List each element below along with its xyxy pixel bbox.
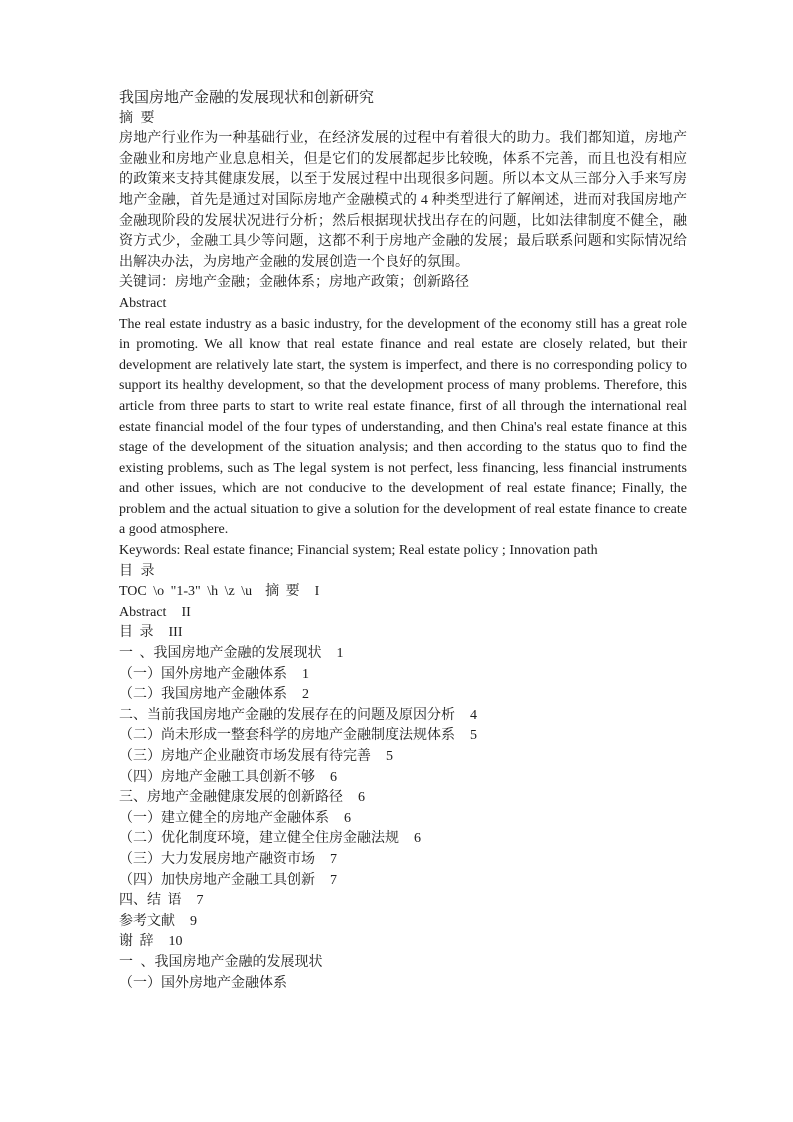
toc-entry <box>119 768 687 789</box>
toc-entry-label: （一）建立健全的房地产金融体系 <box>119 810 329 826</box>
toc-entry-page-number: 1 <box>302 666 309 682</box>
toc-entry-page-number: 1 <box>336 646 344 662</box>
toc-entry-page-number: 2 <box>302 687 309 703</box>
toc-entry-label: （二）优化制度环境，建立健全住房金融法规 <box>119 831 399 847</box>
section-one-subheading: （一）国外房地产金融体系 <box>119 975 287 991</box>
document-title: 我国房地产金融的发展现状和创新研究 <box>119 90 375 106</box>
toc-entry <box>119 747 687 768</box>
toc-entry-label: （四）房地产金融工具创新不够 <box>119 769 315 785</box>
toc-entry-page-number: 5 <box>470 728 477 744</box>
abstract-cn-heading: 摘 要 <box>119 110 155 126</box>
toc-entry-label: （二）尚未形成一整套科学的房地产金融制度法规体系 <box>119 728 455 744</box>
toc-entry-page-number: 7 <box>330 851 337 867</box>
toc-entry-page-number: 10 <box>168 934 183 950</box>
toc-entry <box>119 644 687 665</box>
toc-entry-label: 三、房地产金融健康发展的创新路径 <box>119 790 343 806</box>
toc-entry <box>119 829 687 850</box>
toc-entry <box>119 726 687 747</box>
toc-entry-page-number: III <box>168 625 183 641</box>
toc-entry-page-number: 7 <box>196 893 204 909</box>
toc-entry-page-number: 6 <box>344 810 351 826</box>
toc-entry-page-number: 4 <box>470 707 477 723</box>
document-content <box>119 88 687 994</box>
toc-entry-label: 一 、我国房地产金融的发展现状 <box>119 646 322 662</box>
toc-entry-label: 参考文献 <box>119 913 175 929</box>
abstract-en-body: The real estate industry as a basic industry, for the development of the economy still has a great role in promoting. We all know that real estate finance and real estate are closely related, but their development are relatively late start, the system is imperfect, and there is no corresponding policy to support its healthy development, so that the development process of many problems. Therefore, this article from three parts to start to write real estate finance, first of all through the international real estate financial model of the four types of understanding, and then China's real estate finance at this stage of the development of the situation analysis; and then according to the status quo to find the existing problems, such as The legal system is not perfect, less financing, less financial instruments and other issues, which are not conducive to the development of real estate finance; Finally, the problem and the actual situation to give a solution for the development of real estate finance to create a good atmosphere. <box>119 316 687 538</box>
toc-entry <box>119 871 687 892</box>
toc-entry-label: （三）房地产企业融资市场发展有待完善 <box>119 749 371 764</box>
toc-entry-page-number: 9 <box>190 913 197 929</box>
toc-entry-page-number: 6 <box>358 790 365 806</box>
toc-entry-label: 谢 辞 <box>119 934 154 950</box>
toc-entry-label: TOC \o "1-3" \h \z \u 摘 要 <box>119 584 300 600</box>
section-one-heading: 一 、我国房地产金融的发展现状 <box>119 954 323 970</box>
toc-entry-label: （四）加快房地产金融工具创新 <box>119 872 315 888</box>
toc-entry <box>119 912 687 933</box>
toc-entry-label: （三）大力发展房地产融资市场 <box>119 851 315 867</box>
toc-entry-label: 目 录 <box>119 625 154 641</box>
abstract-cn-body: 房地产行业作为一种基础行业，在经济发展的过程中有着很大的助力。我们都知道，房地产金融业和房地产业息息相关，但是它们的发展都起步比较晚，体系不完善，而且也没有相应的政策来支持其健康发展，以至于发展过程中出现很多问题。所以本文从三部分入手来写房地产金融，首先是通过对国际房地产金融模式的 4 种类型进行了解阐述，进而对我国房地产金融现阶段的发展状况进行分析；然后根据现状找出存在的问题，比如法律制度不健全，融资方式少，金融工具少等问题，这都不利于房地产金融的发展；最后联系问题和实际情况给出解决办法，为房地产金融的发展创造一个良好的氛围。 <box>119 131 687 270</box>
toc-entry-page-number: II <box>181 604 191 620</box>
toc-entry-page-number: I <box>314 584 320 600</box>
toc-entry-label: （一）国外房地产金融体系 <box>119 666 287 682</box>
toc-entry-label: 四、结 语 <box>119 893 182 909</box>
toc-entry <box>119 603 687 624</box>
toc-heading: 目 录 <box>119 563 155 579</box>
toc-entry-label: 二、当前我国房地产金融的发展存在的问题及原因分析 <box>119 707 455 723</box>
toc-entry-page-number: 6 <box>414 831 421 847</box>
toc-entry <box>119 809 687 830</box>
toc-entry <box>119 685 687 706</box>
keywords-cn-line: 关键词：房地产金融；金融体系；房地产政策；创新路径 <box>119 275 469 291</box>
keywords-en-line: Keywords: Real estate finance; Financial system; Real estate policy ; Innovation path <box>119 543 598 559</box>
toc-entry <box>119 623 687 644</box>
toc-entry <box>119 665 687 686</box>
toc-entry-label: （二）我国房地产金融体系 <box>119 687 287 703</box>
toc-entry <box>119 891 687 912</box>
toc-entry-label: Abstract <box>119 604 167 620</box>
toc-entry <box>119 706 687 727</box>
toc-entry <box>119 932 687 953</box>
toc-entry <box>119 788 687 809</box>
toc-entry <box>119 582 687 603</box>
toc-entry <box>119 850 687 871</box>
toc-entry-page-number: 5 <box>386 749 393 764</box>
toc-entry-page-number: 7 <box>330 872 337 888</box>
toc-list <box>119 582 687 953</box>
abstract-en-heading: Abstract <box>119 295 167 311</box>
toc-entry-page-number: 6 <box>330 769 337 785</box>
